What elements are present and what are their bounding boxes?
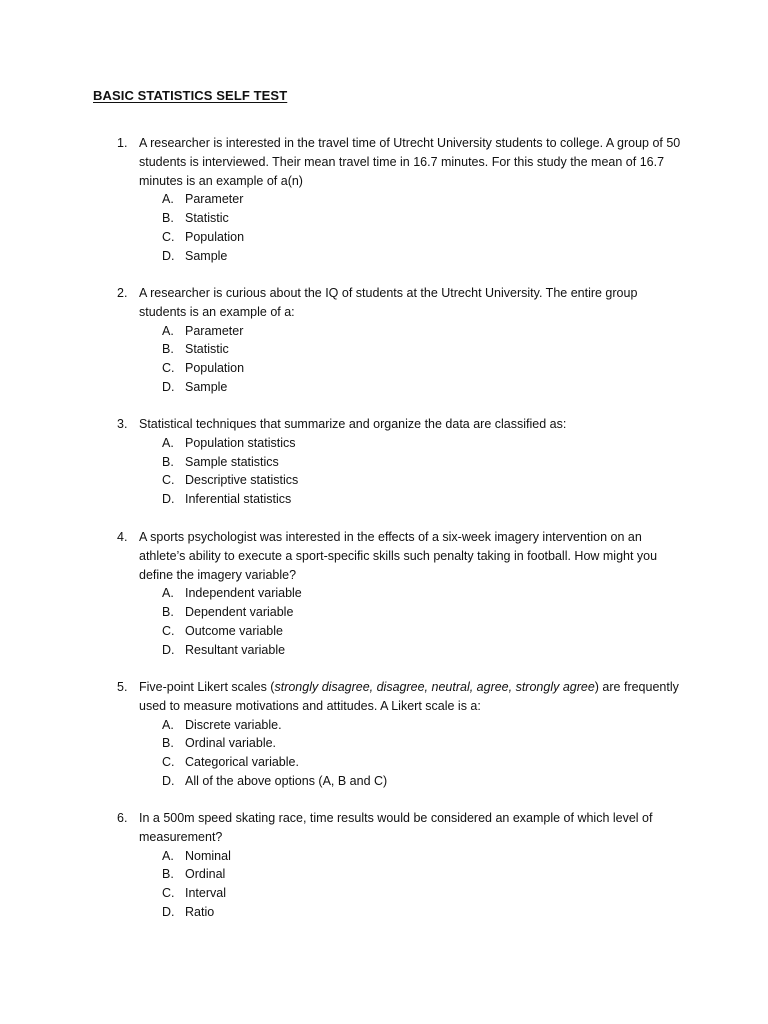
option-text: Categorical variable. — [185, 755, 299, 770]
question-text: A sports psychologist was interested in the effects of a six-week imagery intervention on an athlete’s ability to execute a sport-specific skills such penalty taking in football. How might you define the imagery variable? — [139, 530, 658, 582]
option-a — [162, 584, 687, 603]
option-text: Ordinal — [185, 867, 226, 882]
option-text: All of the above options (A, B and C) — [185, 773, 388, 788]
answer-options — [117, 322, 687, 397]
option-c — [162, 622, 687, 641]
question-6 — [117, 809, 687, 922]
option-text: Sample — [185, 248, 228, 263]
option-c — [162, 471, 687, 490]
option-text: Parameter — [185, 323, 244, 338]
option-letter: A. — [162, 435, 174, 450]
option-text: Sample — [185, 379, 228, 394]
option-c — [162, 753, 687, 772]
option-text: Resultant variable — [185, 642, 286, 657]
option-text: Outcome variable — [185, 623, 283, 638]
option-b — [162, 603, 687, 622]
option-letter: D. — [162, 904, 175, 919]
option-letter: D. — [162, 492, 175, 507]
option-text: Independent variable — [185, 586, 302, 601]
option-letter: C. — [162, 361, 175, 376]
option-letter: B. — [162, 454, 174, 469]
option-text: Inferential statistics — [185, 492, 292, 507]
option-letter: A. — [162, 848, 174, 863]
document-title: BASIC STATISTICS SELF TEST — [93, 88, 288, 103]
option-text: Dependent variable — [185, 605, 294, 620]
question-number: 1. — [117, 136, 128, 150]
question-2 — [117, 284, 687, 397]
question-4 — [117, 528, 687, 660]
option-a — [162, 322, 687, 341]
question-stem — [117, 415, 687, 434]
option-d — [162, 490, 687, 509]
option-text: Interval — [185, 886, 226, 901]
option-b — [162, 340, 687, 359]
question-stem — [117, 134, 687, 190]
option-text: Parameter — [185, 192, 244, 207]
option-d — [162, 378, 687, 397]
question-text-after: ) are frequently used to measure motivations and attitudes. A Likert scale is a: — [139, 680, 679, 713]
option-letter: C. — [162, 229, 175, 244]
question-text: A researcher is interested in the travel time of Utrecht University students to college. A group of 50 students is interviewed. Their mean travel time in 16.7 minutes. For this study the mean of 16.7 minutes is an example of a(n) — [139, 136, 681, 188]
option-a — [162, 847, 687, 866]
answer-options — [117, 434, 687, 509]
question-number: 6. — [117, 811, 128, 825]
question-text: A researcher is curious about the IQ of students at the Utrecht University. The entire group students is an example of a: — [139, 286, 638, 319]
question-number: 2. — [117, 286, 128, 300]
option-text: Sample statistics — [185, 454, 279, 469]
option-text: Ratio — [185, 904, 215, 919]
option-d — [162, 903, 687, 922]
question-5 — [117, 678, 687, 791]
answer-options — [117, 847, 687, 922]
question-text-italic: strongly disagree, disagree, neutral, agree, strongly agree — [274, 680, 595, 694]
option-d — [162, 641, 687, 660]
question-text: Statistical techniques that summarize and organize the data are classified as: — [139, 417, 567, 431]
option-b — [162, 865, 687, 884]
option-b — [162, 209, 687, 228]
option-letter: B. — [162, 736, 174, 751]
option-text: Nominal — [185, 848, 231, 863]
question-stem — [117, 284, 687, 322]
option-d — [162, 247, 687, 266]
option-letter: B. — [162, 211, 174, 226]
option-text: Discrete variable. — [185, 717, 282, 732]
option-a — [162, 190, 687, 209]
option-letter: B. — [162, 342, 174, 357]
option-letter: C. — [162, 755, 175, 770]
question-stem — [117, 528, 687, 584]
question-number: 4. — [117, 530, 128, 544]
option-letter: C. — [162, 473, 175, 488]
option-a — [162, 434, 687, 453]
answer-options — [117, 584, 687, 659]
option-c — [162, 359, 687, 378]
option-b — [162, 453, 687, 472]
option-text: Ordinal variable. — [185, 736, 277, 751]
option-text: Population — [185, 361, 245, 376]
question-1 — [117, 134, 687, 266]
option-letter: A. — [162, 323, 174, 338]
option-letter: A. — [162, 717, 174, 732]
option-letter: C. — [162, 623, 175, 638]
question-stem — [117, 809, 687, 847]
option-d — [162, 772, 687, 791]
question-number: 5. — [117, 680, 128, 694]
answer-options — [117, 716, 687, 791]
option-letter: D. — [162, 248, 175, 263]
question-text — [139, 678, 687, 716]
option-text: Population statistics — [185, 435, 296, 450]
option-letter: A. — [162, 586, 174, 601]
question-text: In a 500m speed skating race, time results would be considered an example of which level of measurement? — [139, 811, 653, 844]
option-a — [162, 716, 687, 735]
option-text: Statistic — [185, 211, 229, 226]
question-number: 3. — [117, 417, 128, 431]
option-letter: C. — [162, 886, 175, 901]
option-letter: B. — [162, 605, 174, 620]
answer-options — [117, 190, 687, 265]
option-letter: D. — [162, 642, 175, 657]
option-text: Population — [185, 229, 245, 244]
question-text-before: Five-point Likert scales ( — [139, 680, 275, 694]
question-stem — [117, 678, 687, 716]
option-c — [162, 228, 687, 247]
option-text: Statistic — [185, 342, 229, 357]
option-b — [162, 734, 687, 753]
option-letter: D. — [162, 773, 175, 788]
option-letter: B. — [162, 867, 174, 882]
option-letter: A. — [162, 192, 174, 207]
option-text: Descriptive statistics — [185, 473, 299, 488]
question-3 — [117, 415, 687, 509]
option-c — [162, 884, 687, 903]
option-letter: D. — [162, 379, 175, 394]
